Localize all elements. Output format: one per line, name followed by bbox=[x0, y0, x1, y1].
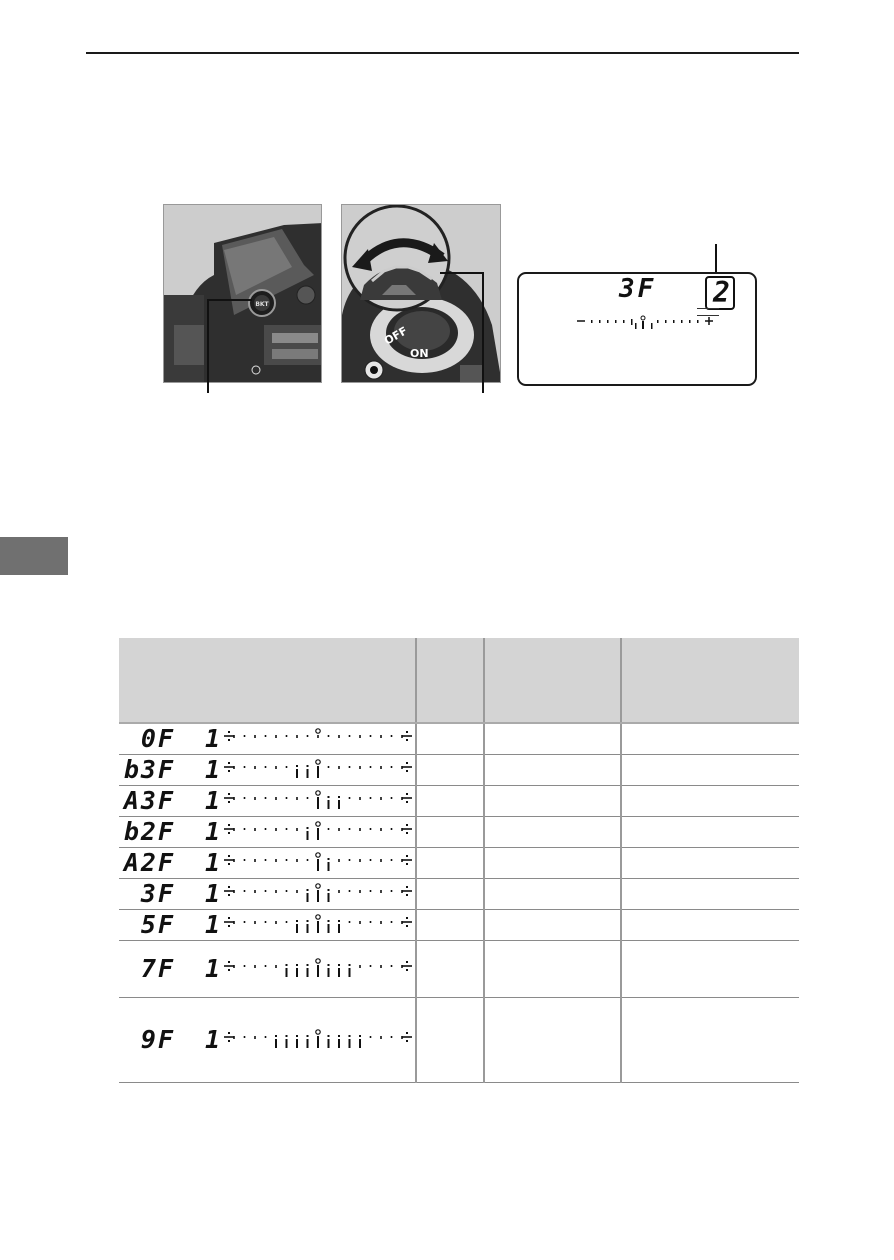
scale-tick bbox=[359, 766, 361, 769]
table-row bbox=[119, 755, 799, 786]
shots-cell bbox=[416, 879, 484, 910]
scale-tick bbox=[244, 735, 246, 737]
row-step: 1 bbox=[205, 954, 221, 983]
scale-tick bbox=[349, 921, 351, 923]
scale-tick bbox=[380, 1036, 382, 1039]
scale-tick bbox=[275, 828, 277, 831]
top-rule bbox=[86, 52, 799, 54]
scale-tick bbox=[265, 797, 267, 799]
scale-tick bbox=[359, 828, 361, 831]
scale-tick bbox=[233, 735, 235, 738]
bracket-shot-tick bbox=[359, 1039, 361, 1048]
scale-tick bbox=[254, 921, 256, 924]
scale-tick bbox=[359, 797, 361, 800]
scale-tick bbox=[244, 890, 246, 892]
lcd-bracketing-increment: 2 bbox=[713, 276, 730, 309]
scale-tick bbox=[233, 1036, 235, 1039]
scale-tick bbox=[244, 1036, 246, 1038]
order-cell bbox=[621, 879, 799, 910]
scale-tick bbox=[359, 735, 361, 738]
scale-tick bbox=[265, 828, 267, 830]
bracket-shot-tick bbox=[317, 1036, 319, 1048]
header-order bbox=[621, 638, 799, 723]
table-row bbox=[119, 817, 799, 848]
increment-cell bbox=[484, 910, 621, 941]
command-dial-photo bbox=[341, 204, 501, 383]
header-increment bbox=[484, 638, 621, 723]
dial-callout-tick bbox=[440, 272, 484, 274]
increment-cell bbox=[484, 941, 621, 998]
scale-tick bbox=[391, 766, 393, 768]
scale-tick bbox=[328, 828, 330, 830]
bracket-shot-tick bbox=[317, 797, 319, 809]
scale-tick bbox=[370, 797, 372, 799]
bracket-shot-tick bbox=[307, 1039, 309, 1048]
row-exposure-indicator bbox=[223, 851, 413, 875]
order-cell bbox=[621, 817, 799, 848]
bracket-shot-tick bbox=[307, 924, 309, 933]
scale-tick bbox=[286, 890, 288, 892]
bracket-shot-tick bbox=[338, 968, 340, 977]
display-cell bbox=[119, 817, 416, 848]
scale-tick bbox=[244, 766, 246, 768]
table-row bbox=[119, 786, 799, 817]
bracket-shot-tick bbox=[328, 968, 330, 977]
bracket-shot-tick bbox=[349, 1039, 351, 1048]
scale-tick bbox=[359, 965, 361, 968]
scale-tick bbox=[233, 797, 235, 800]
scale-tick bbox=[401, 1036, 403, 1039]
scale-tick bbox=[338, 859, 340, 862]
bracket-shot-tick bbox=[317, 766, 319, 778]
bracket-shot-tick bbox=[317, 890, 319, 902]
bracket-shot-tick bbox=[286, 1039, 288, 1048]
bracket-shot-tick bbox=[338, 800, 340, 809]
scale-tick bbox=[265, 735, 267, 737]
row-step: 1 bbox=[205, 848, 221, 877]
scale-tick bbox=[275, 735, 277, 738]
lcd-exposure-indicator bbox=[569, 314, 719, 334]
header-display bbox=[119, 638, 416, 723]
scale-tick bbox=[349, 735, 351, 737]
increment-cell bbox=[484, 998, 621, 1083]
bracket-shot-tick bbox=[296, 924, 298, 933]
bracket-shot-tick bbox=[307, 893, 309, 902]
bracket-shot-tick bbox=[296, 769, 298, 778]
scale-tick bbox=[391, 965, 393, 967]
scale-tick bbox=[349, 797, 351, 799]
scale-tick bbox=[380, 797, 382, 800]
control-panel-display bbox=[517, 272, 757, 386]
display-cell bbox=[119, 755, 416, 786]
scale-tick bbox=[401, 797, 403, 800]
scale-tick bbox=[275, 859, 277, 862]
row-mode: A2F bbox=[123, 848, 175, 877]
scale-tick bbox=[401, 828, 403, 831]
scale-tick bbox=[349, 828, 351, 830]
order-cell bbox=[621, 998, 799, 1083]
scale-tick bbox=[391, 890, 393, 892]
scale-tick bbox=[380, 828, 382, 831]
order-cell bbox=[621, 786, 799, 817]
increment-cell bbox=[484, 848, 621, 879]
scale-tick bbox=[254, 1036, 256, 1039]
scale-tick bbox=[328, 735, 330, 737]
row-exposure-indicator bbox=[223, 913, 413, 937]
row-mode: 5F bbox=[140, 910, 175, 939]
display-cell bbox=[119, 941, 416, 998]
row-exposure-indicator bbox=[223, 1028, 413, 1052]
bracket-shot-tick bbox=[338, 924, 340, 933]
order-cell bbox=[621, 723, 799, 755]
bracket-shot-tick bbox=[328, 1039, 330, 1048]
scale-tick bbox=[286, 797, 288, 799]
bracket-shot-tick bbox=[275, 1039, 277, 1048]
bracket-shot-tick bbox=[296, 1039, 298, 1048]
bkt-callout-line bbox=[207, 299, 209, 393]
scale-tick bbox=[391, 828, 393, 830]
bracket-shot-tick bbox=[317, 965, 319, 977]
scale-tick bbox=[244, 921, 246, 923]
lcd-step-highlight bbox=[705, 276, 735, 310]
scale-tick bbox=[349, 890, 351, 892]
scale-tick bbox=[233, 965, 235, 968]
svg-text:OFF: OFF bbox=[382, 324, 410, 348]
bracket-shot-tick bbox=[328, 924, 330, 933]
svg-text:ON: ON bbox=[410, 347, 429, 360]
table-row bbox=[119, 879, 799, 910]
scale-tick bbox=[349, 766, 351, 768]
scale-tick bbox=[286, 921, 288, 923]
scale-tick bbox=[338, 828, 340, 831]
lcd-bracketing-mode: 3F bbox=[619, 274, 657, 304]
row-exposure-indicator bbox=[223, 957, 413, 981]
row-mode: b3F bbox=[123, 755, 175, 784]
scale-tick bbox=[370, 965, 372, 967]
scale-tick bbox=[233, 766, 235, 769]
bracket-shot-tick bbox=[328, 893, 330, 902]
bracket-shot-tick bbox=[317, 921, 319, 933]
row-step: 1 bbox=[205, 755, 221, 784]
scale-tick bbox=[275, 766, 277, 769]
scale-tick bbox=[275, 797, 277, 800]
display-cell bbox=[119, 998, 416, 1083]
scale-tick bbox=[370, 921, 372, 923]
scale-tick bbox=[307, 797, 309, 799]
shots-cell bbox=[416, 817, 484, 848]
scale-tick bbox=[338, 735, 340, 738]
row-step: 1 bbox=[205, 879, 221, 908]
row-step: 1 bbox=[205, 910, 221, 939]
display-cell bbox=[119, 848, 416, 879]
scale-tick bbox=[370, 890, 372, 892]
table-header-row bbox=[119, 638, 799, 723]
increment-cell bbox=[484, 723, 621, 755]
row-step: 1 bbox=[205, 724, 221, 753]
table-row bbox=[119, 910, 799, 941]
scale-tick bbox=[254, 890, 256, 893]
shots-cell bbox=[416, 723, 484, 755]
table-row bbox=[119, 998, 799, 1083]
scale-tick bbox=[286, 828, 288, 830]
scale-tick bbox=[391, 921, 393, 923]
order-cell bbox=[621, 910, 799, 941]
row-exposure-indicator bbox=[223, 758, 413, 782]
increment-cell bbox=[484, 817, 621, 848]
scale-tick bbox=[233, 890, 235, 893]
scale-tick bbox=[296, 859, 298, 862]
scale-tick bbox=[265, 766, 267, 768]
table-row bbox=[119, 723, 799, 755]
scale-tick bbox=[275, 921, 277, 924]
shots-cell bbox=[416, 755, 484, 786]
row-mode: 3F bbox=[140, 879, 175, 908]
scale-tick bbox=[380, 965, 382, 968]
bracket-shot-tick bbox=[307, 968, 309, 977]
increment-cell bbox=[484, 755, 621, 786]
dial-callout-line bbox=[482, 272, 484, 393]
scale-tick bbox=[359, 890, 361, 893]
shots-cell bbox=[416, 848, 484, 879]
table-row bbox=[119, 848, 799, 879]
shots-cell bbox=[416, 910, 484, 941]
scale-tick bbox=[244, 965, 246, 967]
scale-tick bbox=[265, 1036, 267, 1038]
scale-tick bbox=[307, 735, 309, 737]
scale-tick bbox=[370, 735, 372, 737]
display-cell bbox=[119, 723, 416, 755]
scale-tick bbox=[401, 735, 403, 738]
scale-tick bbox=[307, 859, 309, 861]
scale-tick bbox=[244, 797, 246, 799]
row-mode: b2F bbox=[123, 817, 175, 846]
scale-tick bbox=[391, 735, 393, 737]
order-cell bbox=[621, 755, 799, 786]
scale-tick bbox=[338, 766, 340, 769]
row-step: 1 bbox=[205, 1025, 221, 1054]
order-cell bbox=[621, 848, 799, 879]
row-exposure-indicator bbox=[223, 727, 413, 751]
bkt-button-photo bbox=[163, 204, 322, 383]
bracket-shot-tick bbox=[338, 1039, 340, 1048]
bracket-shot-tick bbox=[349, 968, 351, 977]
scale-tick bbox=[401, 965, 403, 968]
scale-tick bbox=[391, 859, 393, 861]
shots-cell bbox=[416, 786, 484, 817]
bracket-shot-tick bbox=[328, 862, 330, 871]
row-exposure-indicator bbox=[223, 882, 413, 906]
shots-cell bbox=[416, 998, 484, 1083]
bracket-shot-tick bbox=[317, 828, 319, 840]
scale-tick bbox=[401, 921, 403, 924]
display-cell bbox=[119, 786, 416, 817]
display-cell bbox=[119, 879, 416, 910]
scale-tick bbox=[286, 766, 288, 768]
table-row bbox=[119, 941, 799, 998]
scale-tick bbox=[265, 890, 267, 892]
bracket-shot-tick bbox=[307, 831, 309, 840]
scale-tick bbox=[380, 859, 382, 862]
scale-tick bbox=[370, 828, 372, 830]
row-exposure-indicator bbox=[223, 820, 413, 844]
scale-tick bbox=[286, 859, 288, 861]
scale-tick bbox=[370, 766, 372, 768]
scale-tick bbox=[233, 859, 235, 862]
bracket-shot-tick bbox=[328, 800, 330, 809]
scale-tick bbox=[380, 890, 382, 893]
scale-tick bbox=[359, 859, 361, 862]
increment-cell bbox=[484, 786, 621, 817]
display-cell bbox=[119, 910, 416, 941]
bracket-shot-tick bbox=[286, 968, 288, 977]
shots-cell bbox=[416, 941, 484, 998]
bkt-callout-tick bbox=[207, 299, 252, 301]
scale-tick bbox=[254, 766, 256, 769]
scale-tick bbox=[359, 921, 361, 924]
scale-tick bbox=[244, 828, 246, 830]
scale-tick bbox=[401, 890, 403, 893]
scale-tick bbox=[296, 735, 298, 738]
scale-tick bbox=[296, 828, 298, 831]
scale-tick bbox=[349, 859, 351, 861]
scale-tick bbox=[244, 859, 246, 861]
row-exposure-indicator bbox=[223, 789, 413, 813]
scale-tick bbox=[401, 859, 403, 862]
scale-tick bbox=[338, 890, 340, 893]
bracket-shot-tick bbox=[307, 769, 309, 778]
row-mode: 0F bbox=[140, 724, 175, 753]
scale-tick bbox=[286, 735, 288, 737]
scale-tick bbox=[275, 965, 277, 968]
order-cell bbox=[621, 941, 799, 998]
bracketing-program-table bbox=[119, 638, 799, 1083]
scale-tick bbox=[380, 735, 382, 738]
scale-tick bbox=[380, 766, 382, 769]
scale-tick bbox=[265, 859, 267, 861]
scale-tick bbox=[296, 890, 298, 893]
scale-tick bbox=[296, 797, 298, 800]
bracket-shot-tick bbox=[296, 968, 298, 977]
scale-tick bbox=[254, 828, 256, 831]
scale-tick bbox=[233, 828, 235, 831]
scale-tick bbox=[391, 1036, 393, 1038]
scale-tick bbox=[265, 965, 267, 967]
scale-tick bbox=[254, 735, 256, 738]
scale-tick bbox=[317, 735, 319, 738]
scale-tick bbox=[370, 1036, 372, 1038]
scale-tick bbox=[254, 859, 256, 862]
row-step: 1 bbox=[205, 786, 221, 815]
bracket-shot-tick bbox=[317, 859, 319, 871]
row-mode: 9F bbox=[140, 1025, 175, 1054]
scale-tick bbox=[254, 965, 256, 968]
scale-tick bbox=[380, 921, 382, 924]
scale-tick bbox=[265, 921, 267, 923]
svg-text:BKT: BKT bbox=[255, 301, 269, 308]
scale-tick bbox=[328, 766, 330, 768]
row-step: 1 bbox=[205, 817, 221, 846]
scale-tick bbox=[391, 797, 393, 799]
scale-tick bbox=[233, 921, 235, 924]
row-mode: 7F bbox=[140, 954, 175, 983]
row-mode: A3F bbox=[123, 786, 175, 815]
scale-tick bbox=[370, 859, 372, 861]
scale-tick bbox=[275, 890, 277, 893]
header-shots bbox=[416, 638, 484, 723]
scale-tick bbox=[401, 766, 403, 769]
scale-tick bbox=[254, 797, 256, 800]
increment-cell bbox=[484, 879, 621, 910]
chapter-tab bbox=[0, 537, 68, 575]
